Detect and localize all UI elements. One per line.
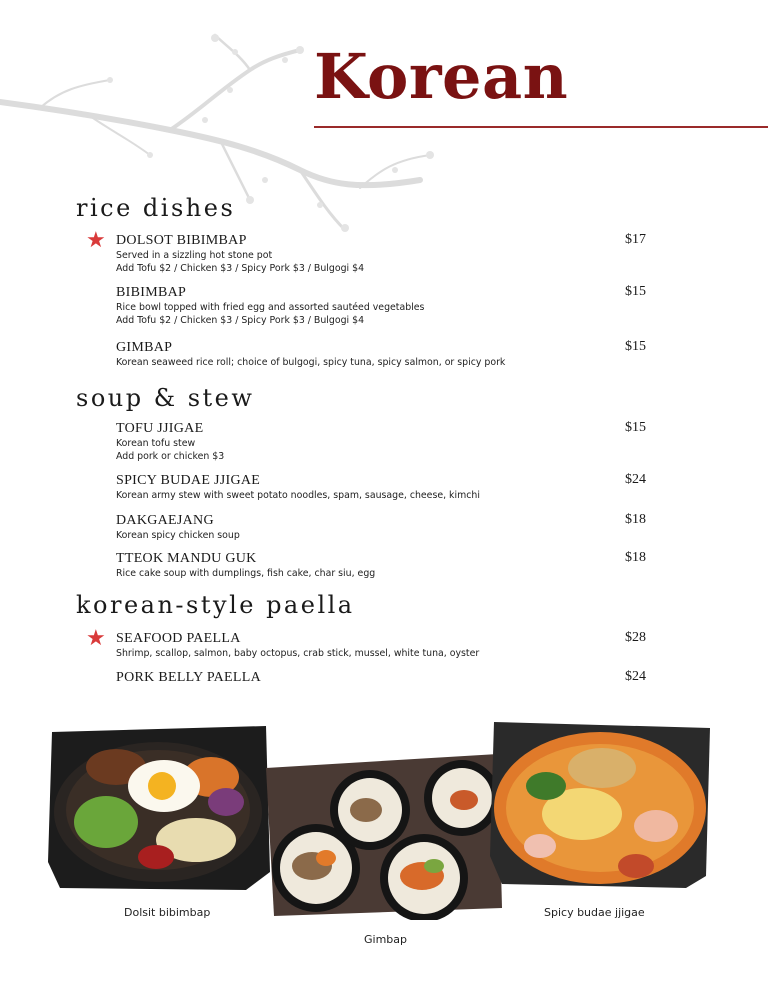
item-price: $28	[625, 630, 646, 645]
item-price: $15	[625, 284, 646, 299]
menu-item-dakgaejang	[116, 512, 646, 542]
photo-caption-budae-jjigae: Spicy budae jjigae	[544, 906, 645, 919]
item-name: BIBIMBAP	[116, 285, 187, 300]
item-price: $24	[625, 472, 646, 487]
item-price: $18	[625, 512, 646, 527]
menu-item-spicy-budae-jjigae	[116, 472, 646, 502]
item-description: Add Tofu $2 / Chicken $3 / Spicy Pork $3 / Bulgogi $4	[116, 315, 365, 326]
item-name: SPICY BUDAE JJIGAE	[116, 473, 261, 488]
item-name: DAKGAEJANG	[116, 513, 214, 528]
menu-item-seafood-paella	[86, 625, 646, 660]
section-title-rice-dishes: rice dishes	[76, 194, 236, 222]
budae-jjigae-photo	[486, 716, 714, 892]
item-description: Add pork or chicken $3	[116, 451, 225, 462]
title-divider	[314, 126, 768, 128]
item-description: Korean army stew with sweet potato noodles, spam, sausage, cheese, kimchi	[116, 490, 480, 501]
menu-item-gimbap	[116, 339, 646, 369]
star-icon: ★	[86, 625, 106, 650]
star-icon: ★	[86, 227, 106, 252]
item-name: TTEOK MANDU GUK	[116, 551, 257, 566]
item-name: GIMBAP	[116, 340, 173, 355]
item-description: Rice bowl topped with fried egg and assorted sautéed vegetables	[116, 302, 425, 313]
menu-item-dolsot-bibimbap	[86, 227, 646, 275]
photo-caption-bibimbap: Dolsit bibimbap	[124, 906, 211, 919]
menu-item-tofu-jjigae	[116, 420, 646, 463]
section-title-soup-stew: soup & stew	[76, 384, 255, 412]
item-name: TOFU JJIGAE	[116, 421, 204, 436]
gimbap-photo	[262, 748, 506, 920]
item-description: Shrimp, scallop, salmon, baby octopus, crab stick, mussel, white tuna, oyster	[116, 648, 480, 659]
page-title: Korean	[314, 40, 569, 113]
item-description: Korean tofu stew	[116, 438, 196, 449]
menu-item-bibimbap	[116, 284, 646, 327]
item-name: DOLSOT BIBIMBAP	[116, 233, 247, 248]
menu-item-tteok-mandu-guk	[116, 550, 646, 580]
item-price: $15	[625, 339, 646, 354]
item-price: $24	[625, 669, 646, 684]
item-description: Rice cake soup with dumplings, fish cake, char siu, egg	[116, 568, 376, 579]
item-description: Korean spicy chicken soup	[116, 530, 240, 541]
section-title-korean-style-paella: korean-style paella	[76, 591, 355, 619]
item-name: PORK BELLY PAELLA	[116, 670, 262, 685]
photo-caption-gimbap: Gimbap	[364, 933, 408, 946]
item-price: $15	[625, 420, 646, 435]
item-description: Add Tofu $2 / Chicken $3 / Spicy Pork $3 / Bulgogi $4	[116, 263, 365, 274]
menu-item-pork-belly-paella	[116, 669, 646, 686]
item-price: $17	[625, 232, 646, 247]
bibimbap-photo	[46, 722, 272, 894]
item-description: Served in a sizzling hot stone pot	[116, 250, 273, 261]
item-name: SEAFOOD PAELLA	[116, 631, 241, 646]
item-description: Korean seaweed rice roll; choice of bulgogi, spicy tuna, spicy salmon, or spicy pork	[116, 357, 506, 368]
item-price: $18	[625, 550, 646, 565]
